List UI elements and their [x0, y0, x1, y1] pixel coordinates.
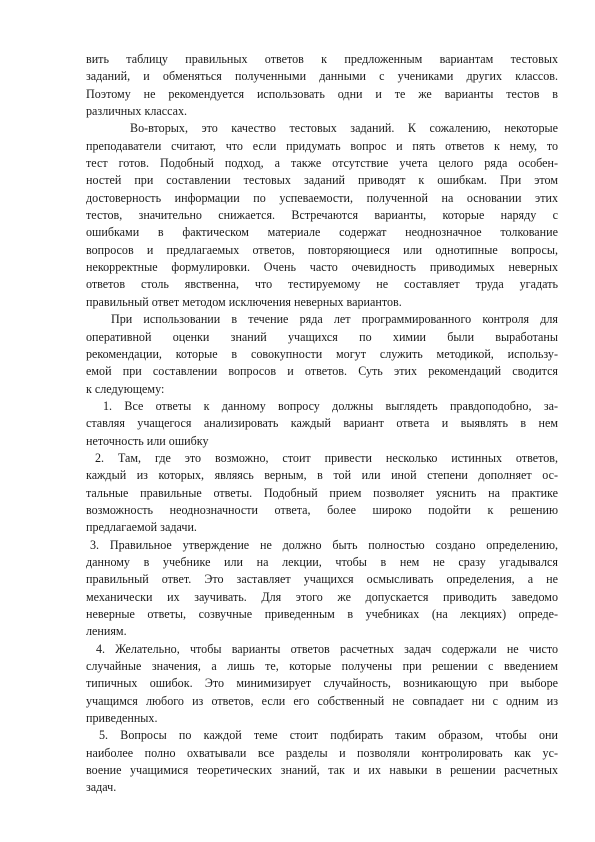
text-line: тестов, значительно снижается. Встречаются варианты, которые наряду с — [86, 208, 558, 223]
text-line: 4. Желательно, чтобы варианты ответов расчетных задач содержали не чисто — [96, 641, 558, 656]
text-line: достоверность информации по успеваемости, полученной на основании этих — [86, 190, 558, 205]
text-line: 3. Правильное утверждение не должно быть полностью создано определению, — [90, 537, 558, 552]
text-line: лениям. — [86, 624, 127, 639]
text-line: предлагаемой задачи. — [86, 520, 197, 535]
text-line: правильный ответ методом исключения неверных вариантов. — [86, 294, 402, 309]
text-line: тест готов. Подобный подход, а также отсутствие учета целого ряда особен- — [86, 156, 558, 171]
paragraph-intro — [86, 51, 558, 120]
list-item-4 — [86, 641, 558, 728]
text-line: ответов столь явственна, что тестируемому не составляет труда угадать — [86, 277, 558, 292]
list-item-5 — [86, 727, 558, 796]
text-line: вопросов и предлагаемых ответов, повторяющиеся или однотипные вопросы, — [86, 242, 558, 257]
text-line: некорректные формулировки. Очень часто очевидность приводимых неверных — [86, 260, 558, 275]
text-line: данному в учебнике или на лекции, чтобы в нем не сразу угадывался — [86, 554, 558, 569]
text-line: возможность неоднозначности ответа, более широко подойти к решению — [86, 502, 558, 517]
list-item-2 — [86, 450, 558, 537]
text-line: воение учащимися теоретических знаний, так и их навыки в решении расчетных — [86, 763, 558, 778]
list-item-3 — [86, 537, 558, 641]
text-line: механически их заучивать. Для этого же допускается приводить заведомо — [86, 589, 558, 604]
text-line: наиболее полно охватывали все разделы и позволяли контролировать как ус- — [86, 745, 558, 760]
text-line: Во-вторых, это качество тестовых заданий. К сожалению, некоторые — [130, 121, 558, 136]
text-line: 1. Все ответы к данному вопросу должны выглядеть правдоподобно, за- — [103, 398, 558, 413]
text-line: емой при составлении вопросов и ответов. Суть этих рекомендаций сводится — [86, 364, 558, 379]
document-page — [86, 51, 558, 797]
text-line: правильный ответ. Это заставляет учащихся осмысливать определения, а не — [86, 572, 558, 587]
text-line: типичных ошибок. Это минимизирует случайность, возникающую при выборе — [86, 676, 558, 691]
text-line: вить таблицу правильных ответов к предложенным вариантам тестовых — [86, 52, 558, 66]
text-line: каждый из которых, являясь верным, в той или иной степени дополняет ос- — [86, 468, 558, 483]
text-line: неточность или ошибку — [86, 433, 209, 448]
text-line: оперативной оценки знаний учащихся по химии были выработаны — [86, 329, 558, 344]
text-line: тальные правильные ответы. Подобный прием позволяет уяснить на практике — [86, 485, 558, 500]
text-line: случайные значения, а лишь те, которые получены при решении с введением — [86, 659, 558, 674]
text-line: заданий, и обменяться полученными данными с учениками других классов. — [86, 69, 558, 84]
text-line: преподаватели считают, что если придумать вопрос и пять ответов к нему, то — [86, 138, 558, 153]
text-line: неверные ответы, созвучные приведенным в учебниках (на лекциях) опреде- — [86, 607, 558, 621]
text-line: к следующему: — [86, 381, 165, 396]
text-line: ностей при составлении тестовых заданий приводят к ошибкам. При этом — [86, 173, 558, 188]
paragraph-secondly — [86, 120, 558, 311]
text-line: различных классах. — [86, 104, 188, 119]
text-line: 5. Вопросы по каждой теме стоит подбирать таким образом, чтобы они — [99, 728, 558, 743]
text-line: 2. Там, где это возможно, стоит привести несколько истинных ответов, — [95, 450, 558, 465]
text-line: Поэтому не рекомендуется использовать одни и те же варианты тестов в — [86, 86, 558, 101]
text-line: ставляя учащегося анализировать каждый вариант ответа и выявлять в нем — [86, 416, 558, 431]
list-item-1 — [86, 398, 558, 450]
text-line: приведенных. — [86, 711, 158, 726]
text-line: учащимся любого из ответов, если его собственный не совпадает ни с одним из — [86, 693, 558, 708]
paragraph-usage — [86, 311, 558, 398]
text-line: При использовании в течение ряда лет программированного контроля для — [111, 312, 558, 327]
text-line: задач. — [86, 780, 117, 795]
text-line: ошибками в фактическом материале содержат неоднозначное толкование — [86, 225, 558, 240]
text-line: рекомендации, которые в совокупности могут служить методикой, использу- — [86, 346, 558, 361]
